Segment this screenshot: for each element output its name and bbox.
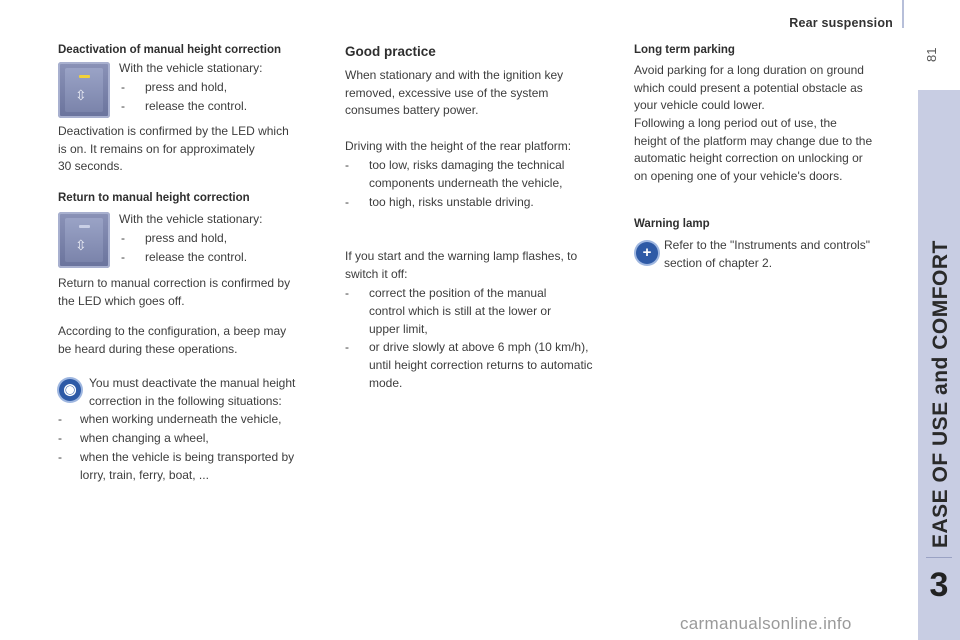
list-dash: - [121,99,125,113]
text-line: Return to manual correction is confirmed by [58,276,291,290]
text-line: Deactivation is confirmed by the LED which [58,124,289,138]
suspension-icon: ⇳ [75,87,87,103]
suspension-icon: ⇳ [75,237,87,253]
text-line: mode. [369,376,403,390]
text-line: too low, risks damaging the technical [369,158,565,172]
text-line: on opening one of your vehicle's doors. [634,168,843,183]
text-line: which could present a potential obstacle as [634,80,863,95]
text-line: According to the configuration, a beep may [58,324,287,338]
text-line: If you start and the warning lamp flashes, to [345,249,578,263]
page-number: 81 [924,47,939,62]
text-line: upper limit, [369,322,428,336]
good-practice-p1 [345,67,563,120]
warning-lamp-text [664,237,870,272]
header-divider [902,0,904,28]
list-dash: - [345,286,349,300]
beep-paragraph [58,323,286,358]
text-line: until height correction returns to automatic [369,358,593,372]
page-header-title: Rear suspension [789,16,893,30]
text-line: 30 seconds. [58,159,123,173]
text-line: height of the platform may change due to the [634,133,873,148]
situation-item [58,449,328,489]
text-line: correct the position of the manual [369,286,547,300]
step-text: release the control. [145,99,248,113]
text-line: or drive slowly at above 6 mph (10 km/h), [369,340,589,354]
list-dash: - [121,80,125,94]
watermark: carmanualsonline.info [680,614,852,633]
deactivation-confirm-paragraph [58,123,289,176]
good-practice-p3 [345,248,577,283]
long-term-parking-heading: Long term parking [634,44,735,56]
chapter-divider [926,557,952,558]
eye-icon: ◉ [59,379,81,401]
text-line: too high, risks unstable driving. [369,195,534,209]
text-line: the LED which goes off. [58,293,185,308]
list-dash: - [58,450,62,464]
list-dash: - [121,250,125,264]
step-text: release the control. [145,250,248,264]
text-line: Refer to the "Instruments and controls" [664,238,870,252]
text-line: your vehicle could lower. [634,98,765,112]
text-line: switch it off: [345,266,408,281]
text-line: components underneath the vehicle, [369,176,563,190]
led-on-indicator [79,75,90,78]
step-text: press and hold, [145,231,228,245]
text-line: removed, excessive use of the system [345,85,549,100]
return-intro: With the vehicle stationary: [119,212,263,226]
switch-off-item [345,339,620,395]
list-dash: - [58,412,62,426]
text-line: be heard during these operations. [58,341,238,356]
list-dash: - [345,195,349,209]
note-paragraph [89,375,295,410]
plus-icon: + [636,242,658,264]
list-dash: - [345,158,349,172]
text-line: when working underneath the vehicle, [80,412,282,426]
text-line: when changing a wheel, [80,431,209,445]
text-line: You must deactivate the manual height [89,376,296,390]
parking-p2 [634,115,872,185]
chapter-number: 3 [929,566,949,604]
text-line: is on. It remains on for approximately [58,141,255,156]
deactivation-heading: Deactivation of manual height correction [58,44,282,56]
text-line: when the vehicle is being transported by [80,450,295,464]
text-line: Following a long period out of use, the [634,116,837,130]
platform-risk-item [345,157,615,193]
return-confirm-paragraph [58,275,290,310]
text-line: correction in the following situations: [89,393,282,408]
list-dash: - [345,340,349,354]
chapter-title: EASE OF USE and COMFORT [929,240,952,548]
text-line: Avoid parking for a long duration on ground [634,63,864,77]
height-control-button-led-off [58,212,110,268]
text-line: control which is still at the lower or [369,304,552,318]
step-text: press and hold, [145,80,228,94]
text-line: When stationary and with the ignition key [345,68,564,82]
good-practice-heading: Good practice [345,44,436,59]
text-line: consumes battery power. [345,103,479,117]
text-line: section of chapter 2. [664,255,773,270]
list-dash: - [121,231,125,245]
parking-p1 [634,62,864,115]
text-line: automatic height correction on unlocking or [634,151,863,165]
deactivation-intro: With the vehicle stationary: [119,61,263,75]
text-line: lorry, train, ferry, boat, ... [80,468,209,482]
led-off-indicator [79,225,90,228]
good-practice-p2: Driving with the height of the rear platform: [345,139,572,153]
warning-lamp-heading: Warning lamp [634,218,710,230]
switch-off-item [345,285,620,341]
height-control-button-led-on [58,62,110,118]
return-heading: Return to manual height correction [58,192,250,204]
list-dash: - [58,431,62,445]
